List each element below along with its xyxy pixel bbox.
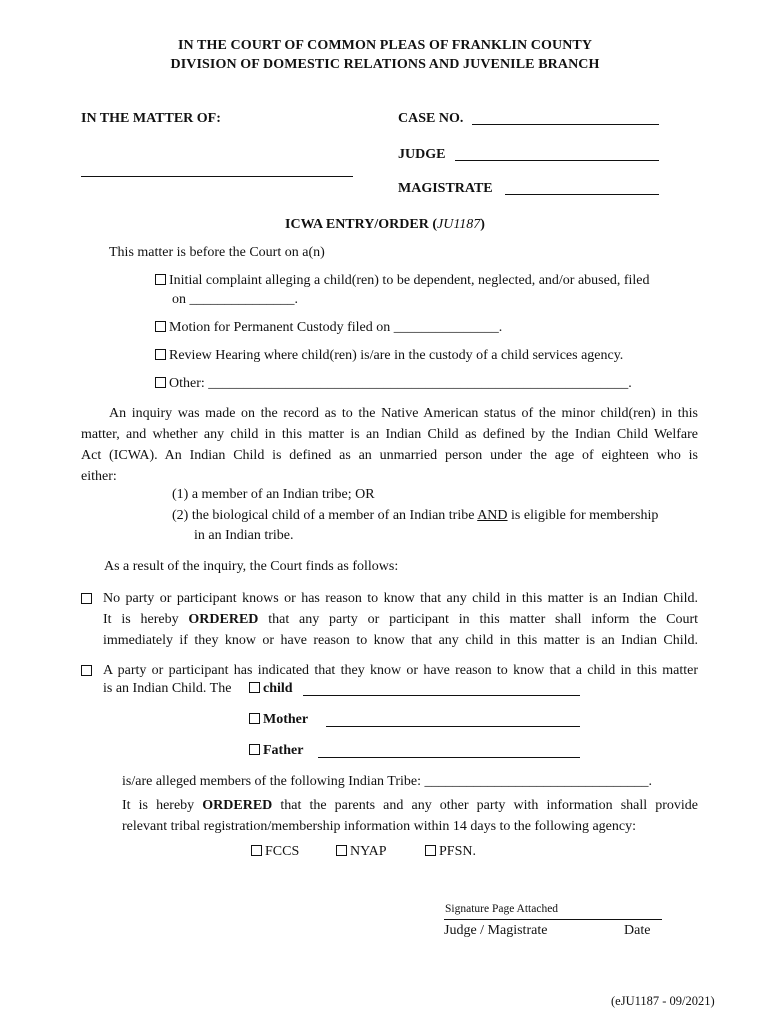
nyap-label: NYAP xyxy=(350,844,387,859)
definition-2-line-2: in an Indian tribe. xyxy=(194,528,294,543)
father-label: Father xyxy=(263,743,304,758)
finding-none-line-2 xyxy=(103,609,698,630)
form-title xyxy=(0,217,770,233)
finding-none-line-1: No party or participant knows or has reason to know that any child in this matter is an Indian Child. xyxy=(103,591,698,606)
mother-option[interactable] xyxy=(249,712,308,728)
case-no-label: CASE NO. xyxy=(398,111,464,126)
finding-none-ordered-a: It is hereby xyxy=(103,612,189,627)
agency-order-line-2: relevant tribal registration/membership information within 14 days to the following agency: xyxy=(122,819,636,834)
agency-nyap[interactable] xyxy=(336,844,387,860)
agency-fccs[interactable] xyxy=(251,844,299,860)
date-label: Date xyxy=(624,923,651,938)
judge-label: JUDGE xyxy=(398,147,446,162)
definition-2 xyxy=(172,508,658,524)
child-name-field[interactable] xyxy=(303,695,580,696)
finding-indicated-line-1: A party or participant has indicated that they know or have reason to know that a child in this matter xyxy=(103,663,698,678)
magistrate-field[interactable] xyxy=(505,194,659,195)
review-hearing-checkbox[interactable] xyxy=(155,349,166,360)
definition-2-and: AND xyxy=(477,508,508,523)
form-title-code: JU1187 xyxy=(437,217,481,232)
father-option[interactable] xyxy=(249,743,303,759)
child-checkbox[interactable] xyxy=(249,682,260,693)
finding-indicated-line-2: is an Indian Child. The xyxy=(103,681,232,696)
inquiry-line-2: matter, and whether any child in this matter is an Indian Child as defined by the Indian Child Welfare xyxy=(81,427,698,442)
agency-ordered-b: that the parents and any other party with information shall provide xyxy=(272,798,698,813)
child-option[interactable] xyxy=(249,681,293,697)
father-checkbox[interactable] xyxy=(249,744,260,755)
option-initial-complaint[interactable] xyxy=(155,273,650,289)
initial-complaint-checkbox[interactable] xyxy=(155,274,166,285)
agency-ordered: ORDERED xyxy=(202,798,273,813)
father-name-field[interactable] xyxy=(318,757,580,758)
finding-indicated-paragraph xyxy=(103,660,698,681)
intro-text: This matter is before the Court on a(n) xyxy=(109,245,325,260)
agency-ordered-a: It is hereby xyxy=(122,798,203,813)
review-hearing-label: Review Hearing where child(ren) is/are in the custody of a child services agency. xyxy=(169,348,624,363)
mother-label: Mother xyxy=(263,712,309,727)
option-permanent-custody[interactable] xyxy=(155,320,502,336)
agency-order-paragraph xyxy=(122,795,698,837)
form-title-close: ) xyxy=(480,217,485,232)
finding-none-line-3: immediately if they know or have reason to know that any child in this matter is an Indian Child. xyxy=(103,633,698,648)
initial-complaint-date[interactable]: on _______________. xyxy=(172,292,298,307)
option-other[interactable] xyxy=(155,376,632,392)
inquiry-line-1: An inquiry was made on the record as to the Native American status of the minor child(ren) in this xyxy=(109,406,698,421)
definition-2-text-a: (2) the biological child of a member of an Indian tribe xyxy=(172,508,478,523)
inquiry-line-4: either: xyxy=(81,469,117,484)
option-review-hearing[interactable] xyxy=(155,348,623,364)
form-title-main: ICWA ENTRY/ORDER ( xyxy=(285,217,437,232)
form-code: (eJU1187 - 09/2021) xyxy=(611,994,715,1008)
case-no-field[interactable] xyxy=(472,124,659,125)
other-checkbox[interactable] xyxy=(155,377,166,388)
inquiry-line-3: Act (ICWA). An Indian Child is defined as an unmarried person under the age of eighteen who is xyxy=(81,448,698,463)
tribe-line[interactable]: is/are alleged members of the following Indian Tribe: ________________________________. xyxy=(122,774,652,789)
inquiry-paragraph xyxy=(81,403,698,487)
finding-none-ordered-b: that any party or participant in this matter shall inform the Court xyxy=(258,612,698,627)
signature-line[interactable] xyxy=(444,919,662,920)
agency-pfsn[interactable] xyxy=(425,844,476,860)
mother-name-field[interactable] xyxy=(326,726,580,727)
child-label: child xyxy=(263,681,293,696)
magistrate-label: MAGISTRATE xyxy=(398,181,493,196)
matter-label: IN THE MATTER OF: xyxy=(81,111,221,126)
permanent-custody-checkbox[interactable] xyxy=(155,321,166,332)
court-name: IN THE COURT OF COMMON PLEAS OF FRANKLIN COUNTY xyxy=(177,38,593,53)
agency-order-line-1 xyxy=(122,795,698,816)
permanent-custody-label: Motion for Permanent Custody filed on _______________. xyxy=(169,320,503,335)
other-label: Other: ____________________________________________________________. xyxy=(169,376,632,391)
matter-name-field[interactable] xyxy=(81,176,353,177)
finding-none-ordered: ORDERED xyxy=(188,612,259,627)
result-intro: As a result of the inquiry, the Court finds as follows: xyxy=(104,559,399,574)
fccs-label: FCCS xyxy=(265,844,300,859)
finding-indicated-checkbox[interactable] xyxy=(81,665,92,676)
mother-checkbox[interactable] xyxy=(249,713,260,724)
pfsn-checkbox[interactable] xyxy=(425,845,436,856)
court-division: DIVISION OF DOMESTIC RELATIONS AND JUVENILE BRANCH xyxy=(170,57,600,72)
definition-2-text-b: is eligible for membership xyxy=(507,508,659,523)
definition-1: (1) a member of an Indian tribe; OR xyxy=(172,487,375,502)
nyap-checkbox[interactable] xyxy=(336,845,347,856)
finding-none-checkbox-wrap[interactable] xyxy=(81,590,95,608)
finding-none-paragraph xyxy=(103,588,698,651)
fccs-checkbox[interactable] xyxy=(251,845,262,856)
signature-attached: Signature Page Attached xyxy=(445,903,559,915)
judge-field[interactable] xyxy=(455,160,659,161)
judge-magistrate-label: Judge / Magistrate xyxy=(444,923,548,938)
finding-indicated-checkbox-wrap[interactable] xyxy=(81,662,95,680)
pfsn-label: PFSN. xyxy=(439,844,476,859)
finding-none-checkbox[interactable] xyxy=(81,593,92,604)
initial-complaint-label: Initial complaint alleging a child(ren) to be dependent, neglected, and/or abused, filed xyxy=(169,273,650,288)
